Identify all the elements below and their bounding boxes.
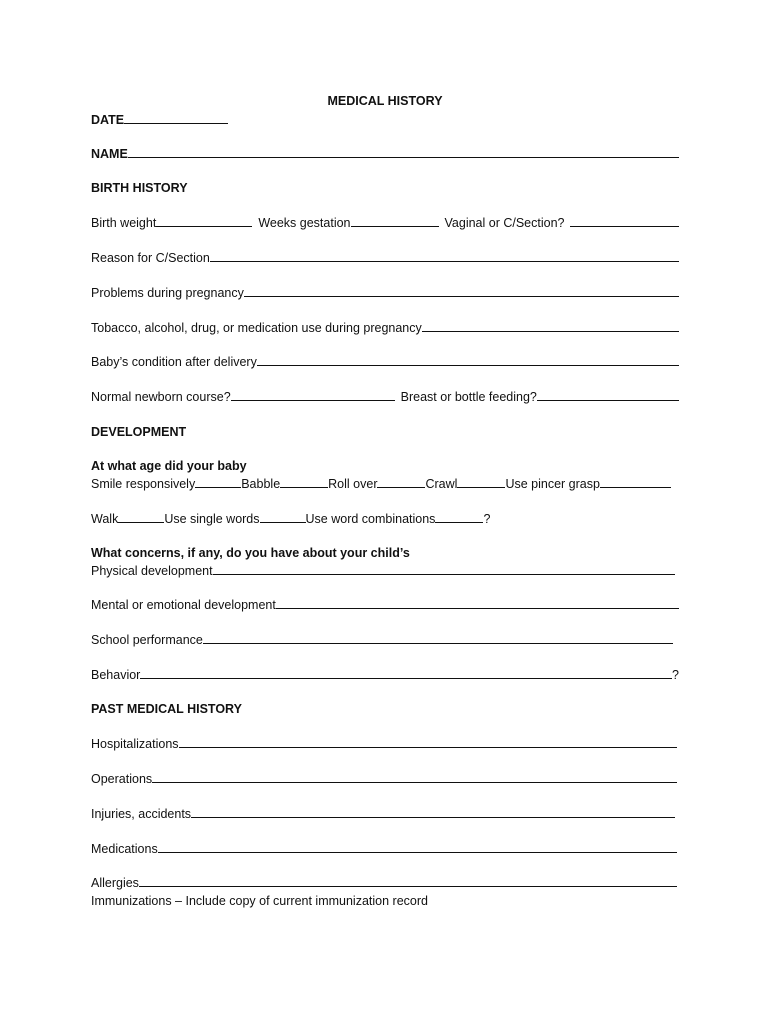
smile-label: Smile responsively	[91, 477, 196, 491]
word-combinations-field[interactable]	[435, 511, 483, 523]
walk-label: Walk	[91, 512, 119, 526]
immunizations-label: Immunizations – Include copy of current immunization record	[91, 894, 428, 908]
form-title: MEDICAL HISTORY	[327, 94, 443, 108]
behavior-question-mark: ?	[672, 668, 679, 682]
single-words-field[interactable]	[260, 511, 306, 523]
development-heading: DEVELOPMENT	[91, 425, 187, 439]
birth-weight-field[interactable]	[156, 215, 252, 227]
feeding-label: Breast or bottle feeding?	[400, 390, 537, 404]
babble-field[interactable]	[280, 476, 328, 488]
name-label: NAME	[91, 147, 128, 161]
delivery-type-label: Vaginal or C/Section?	[444, 216, 565, 230]
allergies-row	[91, 875, 677, 891]
hospitalizations-field[interactable]	[179, 736, 677, 748]
hospitalizations-label: Hospitalizations	[91, 737, 179, 751]
operations-field[interactable]	[152, 771, 677, 783]
mental-label: Mental or emotional development	[91, 598, 276, 612]
physical-row	[91, 563, 675, 579]
substance-use-row	[91, 320, 679, 336]
csection-reason-field[interactable]	[210, 250, 679, 262]
newborn-course-field[interactable]	[231, 389, 395, 401]
baby-condition-label: Baby’s condition after delivery	[91, 355, 257, 369]
name-field[interactable]	[128, 146, 679, 158]
substance-use-label: Tobacco, alcohol, drug, or medication use during pregnancy	[91, 321, 422, 335]
date-row	[91, 112, 228, 128]
medications-field[interactable]	[158, 841, 677, 853]
school-row	[91, 632, 673, 648]
crawl-label: Crawl	[425, 477, 458, 491]
pregnancy-problems-label: Problems during pregnancy	[91, 286, 244, 300]
pregnancy-problems-row	[91, 285, 679, 301]
smile-field[interactable]	[195, 476, 241, 488]
physical-label: Physical development	[91, 564, 213, 578]
medications-row	[91, 841, 677, 857]
concerns-prompt: What concerns, if any, do you have about your child’s	[91, 546, 410, 560]
behavior-row	[91, 667, 679, 683]
weeks-gestation-label: Weeks gestation	[258, 216, 351, 230]
birth-weight-row	[91, 215, 679, 231]
milestones-row-1	[91, 476, 671, 492]
pincer-label: Use pincer grasp	[505, 477, 600, 491]
school-label: School performance	[91, 633, 203, 647]
pincer-field[interactable]	[600, 476, 671, 488]
injuries-label: Injuries, accidents	[91, 807, 192, 821]
name-row	[91, 146, 679, 162]
mental-row	[91, 597, 679, 613]
allergies-label: Allergies	[91, 876, 139, 890]
birth-weight-label: Birth weight	[91, 216, 157, 230]
roll-over-field[interactable]	[377, 476, 425, 488]
newborn-course-label: Normal newborn course?	[91, 390, 231, 404]
question-mark: ?	[483, 512, 491, 526]
weeks-gestation-field[interactable]	[351, 215, 439, 227]
roll-over-label: Roll over	[328, 477, 378, 491]
medications-label: Medications	[91, 842, 158, 856]
operations-row	[91, 771, 677, 787]
milestones-row-2	[91, 511, 490, 527]
school-field[interactable]	[203, 632, 673, 644]
physical-field[interactable]	[213, 563, 675, 575]
date-label: DATE	[91, 113, 125, 127]
behavior-label: Behavior	[91, 668, 141, 682]
date-field[interactable]	[124, 112, 228, 124]
baby-condition-field[interactable]	[257, 354, 679, 366]
delivery-type-field[interactable]	[570, 215, 679, 227]
allergies-field[interactable]	[139, 875, 677, 887]
pregnancy-problems-field[interactable]	[244, 285, 679, 297]
injuries-field[interactable]	[191, 806, 675, 818]
babble-label: Babble	[241, 477, 281, 491]
operations-label: Operations	[91, 772, 153, 786]
injuries-row	[91, 806, 675, 822]
immunizations-row	[91, 893, 428, 909]
walk-field[interactable]	[118, 511, 164, 523]
newborn-course-row	[91, 389, 679, 405]
substance-use-field[interactable]	[422, 320, 679, 332]
hospitalizations-row	[91, 736, 677, 752]
age-prompt: At what age did your baby	[91, 459, 247, 473]
mental-field[interactable]	[276, 597, 679, 609]
csection-reason-label: Reason for C/Section	[91, 251, 210, 265]
birth-history-heading: BIRTH HISTORY	[91, 181, 188, 195]
past-medical-heading: PAST MEDICAL HISTORY	[91, 702, 242, 716]
crawl-field[interactable]	[457, 476, 505, 488]
feeding-field[interactable]	[537, 389, 679, 401]
baby-condition-row	[91, 354, 679, 370]
single-words-label: Use single words	[164, 512, 260, 526]
behavior-field[interactable]	[140, 667, 672, 679]
word-combinations-label: Use word combinations	[305, 512, 436, 526]
csection-reason-row	[91, 250, 679, 266]
